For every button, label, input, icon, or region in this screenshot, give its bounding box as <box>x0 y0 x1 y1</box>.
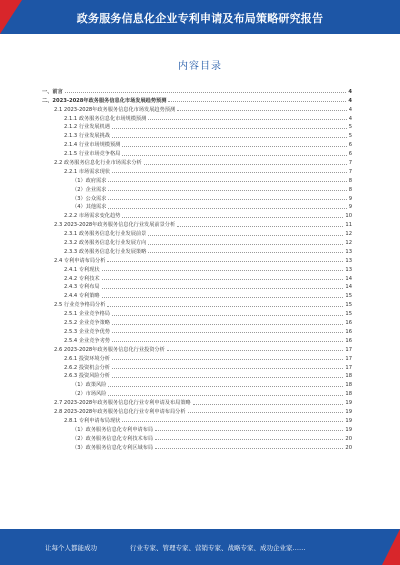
toc-entry-title: 2.6.2 投资机会分析 <box>64 364 110 371</box>
toc-leader-dots <box>102 297 344 298</box>
toc-leader-dots <box>122 217 343 218</box>
toc-entry[interactable] <box>42 193 352 202</box>
toc-entry-title: （4）其他需求 <box>72 204 107 211</box>
toc-entry-title: 2.4.2 专利技术 <box>64 275 100 282</box>
toc-entry-title: 2.5 行业竞争格局分析 <box>54 302 106 309</box>
toc-entry-title: 2.1.2 行业发展机遇 <box>64 124 110 131</box>
toc-leader-dots <box>108 199 346 200</box>
toc-entry[interactable] <box>42 175 352 184</box>
toc-entry-page: 14 <box>345 284 352 291</box>
toc-entry-title: 2.1.4 行业市场规模预测 <box>64 142 121 149</box>
toc-entry[interactable] <box>42 148 352 157</box>
toc-leader-dots <box>107 261 343 262</box>
toc-entry-page: 13 <box>345 257 352 264</box>
toc-leader-dots <box>112 324 343 325</box>
toc-entry-page: 4 <box>348 115 352 122</box>
toc-entry[interactable] <box>42 255 352 264</box>
toc-entry-page: 19 <box>345 400 352 407</box>
toc-entry-page: 14 <box>345 275 352 282</box>
toc-entry[interactable] <box>42 104 352 113</box>
toc-entry[interactable] <box>42 246 352 255</box>
toc-entry[interactable] <box>42 264 352 273</box>
toc-leader-dots <box>112 128 347 129</box>
toc-entry-title: （1）政策风险 <box>72 382 107 389</box>
toc-entry-page: 17 <box>345 355 352 362</box>
toc-entry-title: 2.3.3 政务服务信息化行业发展策略 <box>64 248 147 255</box>
toc-leader-dots <box>193 404 344 405</box>
toc-entry-page: 16 <box>345 337 352 344</box>
toc-entry[interactable] <box>42 95 352 104</box>
toc-entry-title: 二、2023-2028年政务服务信息化市场发展趋势预测 <box>42 97 167 104</box>
toc-entry[interactable] <box>42 166 352 175</box>
toc-leader-dots <box>177 110 347 111</box>
toc-entry-page: 16 <box>345 320 352 327</box>
toc-entry-title: 2.6.3 投资风险分析 <box>64 373 110 380</box>
toc-entry-page: 20 <box>345 435 352 442</box>
toc-entry-page: 8 <box>348 177 352 184</box>
toc-entry-title: 2.6.1 投资环境分析 <box>64 355 110 362</box>
toc-leader-dots <box>155 430 343 431</box>
toc-entry-page: 10 <box>345 213 352 220</box>
toc-entry[interactable] <box>42 317 352 326</box>
toc-entry-page: 4 <box>348 88 352 95</box>
toc-leader-dots <box>102 270 344 271</box>
toc-entry-title: 2.3.1 政务服务信息化行业发展前景 <box>64 231 147 238</box>
toc-entry[interactable] <box>42 353 352 362</box>
toc-entry-page: 15 <box>345 293 352 300</box>
toc-entry-title: 2.4.4 专利策略 <box>64 293 100 300</box>
toc-entry[interactable] <box>42 424 352 433</box>
toc-entry-page: 18 <box>345 391 352 398</box>
toc-entry-page: 4 <box>348 106 352 113</box>
toc-entry-page: 5 <box>348 133 352 140</box>
toc-leader-dots <box>148 252 343 253</box>
toc-leader-dots <box>108 190 346 191</box>
toc-entry-title: （2）企业需求 <box>72 186 107 193</box>
footer-slogan: 让每个人都能成功 <box>45 544 97 552</box>
toc-entry[interactable] <box>42 415 352 424</box>
toc-entry[interactable] <box>42 326 352 335</box>
toc-leader-dots <box>65 92 347 93</box>
toc-leader-dots <box>122 421 343 422</box>
toc-entry-title: 2.4.3 专利布局 <box>64 284 100 291</box>
toc-entry-page: 9 <box>348 204 352 211</box>
toc-entry-title: 2.7 2023-2028年政务服务信息化行业专利申请及布局策略 <box>54 400 191 407</box>
toc-entry-title: 2.3 2023-2028年政务服务信息化行业发展前景分析 <box>54 222 176 229</box>
toc-entry[interactable] <box>42 139 352 148</box>
toc-entry-page: 13 <box>345 248 352 255</box>
toc-entry[interactable] <box>42 388 352 397</box>
toc-entry-title: 2.8.1 专利申请布局现状 <box>64 417 121 424</box>
report-title: 政务服务信息化企业专利申请及布局策略研究报告 <box>76 12 324 25</box>
toc-entry-title: 2.4 专利申请布局分析 <box>54 257 106 264</box>
toc-entry[interactable] <box>42 442 352 451</box>
toc-leader-dots <box>148 244 343 245</box>
toc-entry-title: 2.1.1 政务服务信息化市场规模预测 <box>64 115 147 122</box>
toc-entry-title: 2.6 2023-2028年政务服务信息化行业投资分析 <box>54 346 165 353</box>
toc-entry-title: 一、前言 <box>42 88 63 95</box>
toc-entry-page: 7 <box>348 160 352 167</box>
toc-leader-dots <box>112 172 347 173</box>
table-of-contents <box>42 86 352 451</box>
toc-leader-dots <box>177 226 343 227</box>
toc-entry[interactable] <box>42 299 352 308</box>
toc-entry-title: 2.8 2023-2028年政务服务信息化行业专利申请布局分析 <box>54 408 186 415</box>
toc-entry-page: 20 <box>345 444 352 451</box>
toc-entry[interactable] <box>42 344 352 353</box>
toc-entry-page: 12 <box>345 240 352 247</box>
toc-entry[interactable] <box>42 433 352 442</box>
toc-entry-page: 7 <box>348 168 352 175</box>
toc-entry-page: 15 <box>345 311 352 318</box>
toc-entry[interactable] <box>42 273 352 282</box>
toc-leader-dots <box>112 137 347 138</box>
toc-entry[interactable] <box>42 308 352 317</box>
toc-title: 内容目录 <box>178 61 222 72</box>
toc-leader-dots <box>102 279 344 280</box>
toc-entry[interactable] <box>42 184 352 193</box>
toc-entry-title: 2.1.3 行业发展挑战 <box>64 133 110 140</box>
toc-entry-title: 2.2 政务服务信息化行业市场需求分析 <box>54 160 142 167</box>
header-banner <box>0 0 400 34</box>
toc-entry-title: （1）政府需求 <box>72 177 107 184</box>
toc-entry-page: 18 <box>345 373 352 380</box>
toc-entry-title: （2）政务服务信息化专利技术布局 <box>72 435 154 442</box>
toc-entry-page: 9 <box>348 195 352 202</box>
toc-leader-dots <box>188 412 344 413</box>
toc-entry[interactable] <box>42 290 352 299</box>
toc-entry-page: 17 <box>345 364 352 371</box>
toc-entry-title: 2.2.2 市场需求变化趋势 <box>64 213 121 220</box>
toc-entry[interactable] <box>42 157 352 166</box>
toc-entry-page: 4 <box>348 97 352 104</box>
toc-entry-page: 19 <box>345 408 352 415</box>
toc-leader-dots <box>144 164 347 165</box>
toc-leader-dots <box>155 448 343 449</box>
toc-leader-dots <box>167 350 344 351</box>
toc-leader-dots <box>112 377 343 378</box>
toc-leader-dots <box>108 395 343 396</box>
toc-entry[interactable] <box>42 371 352 380</box>
toc-leader-dots <box>148 119 346 120</box>
toc-entry[interactable] <box>42 397 352 406</box>
toc-entry[interactable] <box>42 406 352 415</box>
toc-entry-title: （3）政务服务信息化专利区域布局 <box>72 444 154 451</box>
toc-entry-title: 2.1.5 行业市场竞争格局 <box>64 151 121 158</box>
toc-entry-page: 13 <box>345 266 352 273</box>
toc-leader-dots <box>155 439 343 440</box>
toc-leader-dots <box>168 101 346 102</box>
toc-leader-dots <box>108 386 343 387</box>
toc-entry-title: 2.4.1 专利现状 <box>64 266 100 273</box>
toc-leader-dots <box>122 155 346 156</box>
toc-entry-title: 2.5.1 企业竞争格局 <box>64 311 110 318</box>
toc-leader-dots <box>112 315 343 316</box>
toc-entry-title: 2.1 2023-2028年政务服务信息化市场发展趋势预测 <box>54 106 176 113</box>
toc-leader-dots <box>112 359 343 360</box>
toc-entry-title: 2.3.2 政务服务信息化行业发展方向 <box>64 240 147 247</box>
toc-entry-page: 12 <box>345 231 352 238</box>
toc-entry-page: 17 <box>345 346 352 353</box>
toc-entry[interactable] <box>42 202 352 211</box>
toc-entry[interactable] <box>42 335 352 344</box>
toc-leader-dots <box>102 288 344 289</box>
toc-entry-title: 2.2.1 市场需求现状 <box>64 168 110 175</box>
toc-entry-page: 15 <box>345 302 352 309</box>
toc-leader-dots <box>112 332 343 333</box>
toc-entry-page: 6 <box>348 142 352 149</box>
toc-entry-title: （3）公众需求 <box>72 195 107 202</box>
toc-entry[interactable] <box>42 237 352 246</box>
toc-entry[interactable] <box>42 86 352 95</box>
toc-entry-page: 18 <box>345 382 352 389</box>
toc-entry[interactable] <box>42 210 352 219</box>
toc-entry-page: 19 <box>345 417 352 424</box>
toc-leader-dots <box>112 341 343 342</box>
footer-red-accent <box>382 529 400 565</box>
toc-entry-title: 2.5.4 企业竞争劣势 <box>64 337 110 344</box>
toc-entry[interactable] <box>42 219 352 228</box>
toc-leader-dots <box>112 368 343 369</box>
toc-leader-dots <box>122 146 346 147</box>
toc-entry-title: 2.5.3 企业竞争优势 <box>64 328 110 335</box>
toc-entry[interactable] <box>42 379 352 388</box>
footer-tags: 行业专家、管理专家、营销专家、战略专家、成功企业家…… <box>130 544 306 552</box>
toc-entry-title: （1）政务服务信息化专利申请布局 <box>72 426 154 433</box>
toc-entry-page: 19 <box>345 426 352 433</box>
toc-leader-dots <box>108 208 346 209</box>
footer-banner <box>0 529 400 565</box>
toc-entry-page: 11 <box>345 222 352 229</box>
toc-entry-page: 8 <box>348 186 352 193</box>
toc-entry-page: 16 <box>345 328 352 335</box>
toc-leader-dots <box>148 235 343 236</box>
toc-entry-title: （2）市场风险 <box>72 391 107 398</box>
toc-entry[interactable] <box>42 113 352 122</box>
toc-entry[interactable] <box>42 122 352 131</box>
toc-leader-dots <box>107 306 343 307</box>
toc-entry[interactable] <box>42 228 352 237</box>
toc-leader-dots <box>108 181 346 182</box>
toc-entry-title: 2.5.2 企业竞争策略 <box>64 320 110 327</box>
toc-entry-page: 5 <box>348 124 352 131</box>
toc-entry[interactable] <box>42 130 352 139</box>
toc-entry-page: 6 <box>348 151 352 158</box>
toc-entry[interactable] <box>42 362 352 371</box>
toc-entry[interactable] <box>42 282 352 291</box>
